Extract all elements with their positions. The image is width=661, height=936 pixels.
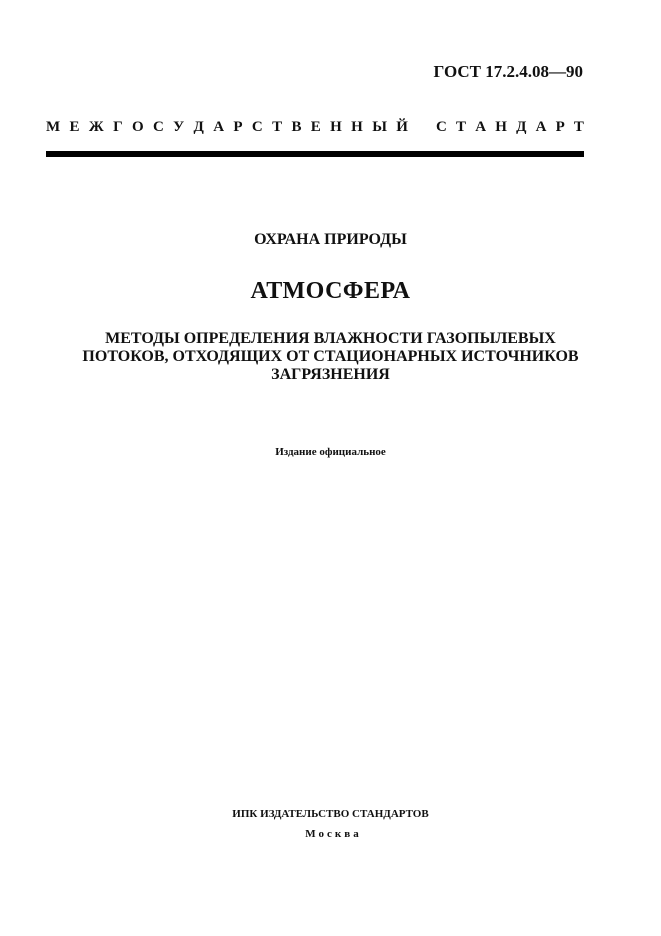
banner-letter: Е	[69, 119, 80, 135]
header-rule	[46, 151, 584, 157]
standard-number: ГОСТ 17.2.4.08—90	[433, 62, 583, 81]
banner-word-standard	[436, 119, 584, 136]
banner-letter: Т	[573, 119, 584, 135]
banner-letter: Ж	[88, 119, 104, 135]
subtitle	[0, 330, 661, 384]
banner-letter: О	[131, 119, 144, 135]
subtitle-line: ЗАГРЯЗНЕНИЯ	[271, 366, 390, 383]
banner-letter: Н	[351, 119, 363, 135]
banner-letter: М	[46, 119, 61, 135]
banner-letter: Д	[516, 119, 527, 135]
banner-letter: Д	[193, 119, 204, 135]
banner-letter: Й	[396, 119, 408, 135]
banner-letter: У	[173, 119, 185, 135]
banner-word-interstate	[46, 119, 408, 136]
banner-letter: С	[152, 119, 164, 135]
subtitle-line: ПОТОКОВ, ОТХОДЯЩИХ ОТ СТАЦИОНАРНЫХ ИСТОЧНИКОВ	[82, 348, 579, 365]
category-title: ОХРАНА ПРИРОДЫ	[254, 231, 407, 248]
banner-letter: Р	[555, 119, 565, 135]
publisher-city: Москва	[305, 828, 362, 840]
banner-letter: Р	[233, 119, 243, 135]
banner-letter: Т	[272, 119, 283, 135]
banner-letter: А	[213, 119, 225, 135]
banner-letter: А	[535, 119, 547, 135]
interstate-standard-banner	[46, 119, 584, 136]
edition-note: Издание официальное	[275, 446, 386, 458]
subtitle-line: МЕТОДЫ ОПРЕДЕЛЕНИЯ ВЛАЖНОСТИ ГАЗОПЫЛЕВЫХ	[105, 330, 556, 347]
banner-letter: Ы	[372, 119, 387, 135]
banner-letter: Т	[456, 119, 467, 135]
main-title: АТМОСФЕРА	[250, 278, 411, 304]
banner-letter: Г	[113, 119, 123, 135]
banner-letter: С	[436, 119, 447, 135]
banner-letter: Н	[330, 119, 342, 135]
banner-letter: С	[251, 119, 263, 135]
banner-letter: Н	[495, 119, 507, 135]
banner-letter: Е	[310, 119, 321, 135]
banner-letter: В	[291, 119, 302, 135]
banner-letter: А	[475, 119, 487, 135]
publisher-name: ИПК ИЗДАТЕЛЬСТВО СТАНДАРТОВ	[232, 808, 429, 820]
